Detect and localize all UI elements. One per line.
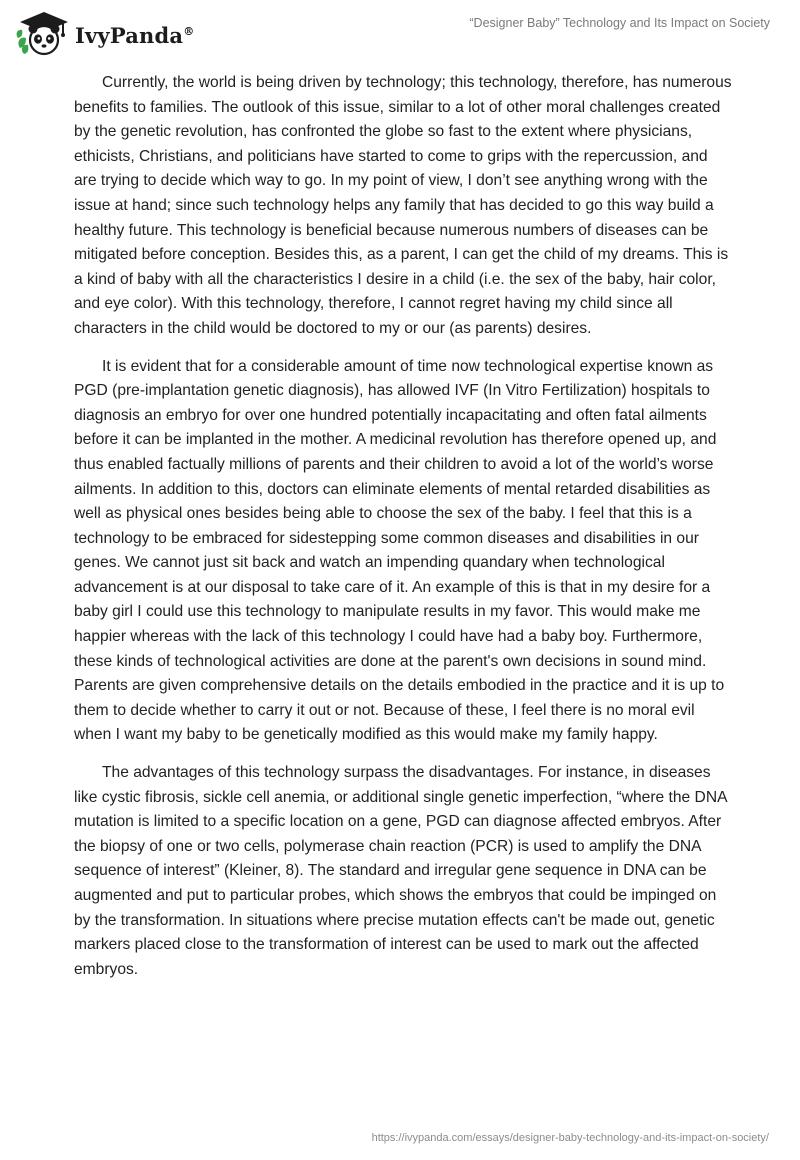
ivypanda-logo[interactable] — [14, 8, 194, 58]
logo-text: IvyPanda® — [75, 22, 195, 48]
paragraph-2: It is evident that for a considerable amount of time now technological expertise known as PGD (pre-implantation genetic diagnosis), has allowed IVF (In Vitro Fertilization) hospitals to diagnosis an embryo for over one hundred potentially incapacitating and often fatal ailments before it can be implanted in the mother. A medicinal revolution has therefore opened up, and thus enabled factually millions of parents and their children to avoid a lot of the world’s worse ailments. In addition to this, doctors can eliminate elements of mental retarded disabilities as well as physical ones besides being able to choose the sex of the baby. I feel that this is a technology to be embraced for sidestepping some common diseases and disabilities in our genes. We cannot just sit back and watch an impending quandary when technological advancement is at our disposal to take care of it. An example of this is that in my desire for a baby girl I could use this technology to manipulate results in my favor. This would make me happier whereas with the lack of this technology I could have had a baby boy. Furthermore, these kinds of technological activities are done at the parent's own decisions in sound mind. Parents are given comprehensive details on the details embodied in the practice and it is up to them to decide whether to carry it out or not. Because of these, I feel there is no moral evil when I want my baby to be genetically modified as this would make my family happy. — [74, 357, 725, 744]
page-header — [0, 0, 800, 70]
document-title: “Designer Baby” Technology and Its Impact on Society — [469, 16, 770, 30]
paragraph-1: Currently, the world is being driven by technology; this technology, therefore, has numerous benefits to families. The outlook of this issue, similar to a lot of other moral challenges created by the genetic revolution, has confronted the globe so fast to the extent where physicians, ethicists, Christians, and politicians have started to come to grips with the repercussion, and are trying to decide which way to go. In my point of view, I don’t see anything wrong with the issue at hand; since such technology helps any family that has decided to go this way build a healthy future. This technology is beneficial because numerous numbers of diseases can be mitigated before conception. Besides this, as a parent, I can get the child of my dreams. This is a kind of baby with all the characteristics I desire in a child (i.e. the sex of the baby, hair color, and eye color). With this technology, therefore, I cannot regret having my child since all characters in the child would be doctored to my or our (as parents) desires. — [74, 74, 732, 337]
essay-body — [74, 70, 734, 995]
paragraph-3: The advantages of this technology surpass the disadvantages. For instance, in diseases like cystic fibrosis, sickle cell anemia, or additional single genetic imperfection, “where the DNA mutation is limited to a specific location on a gene, PGD can diagnose affected embryos. After the biopsy of one or two cells, polymerase chain reaction (PCR) is used to amplify the DNA sequence of interest” (Kleiner, 8). The standard and irregular gene sequence in DNA can be augmented and put to particular probes, which shows the embryos that could be impinged on by the transformation. In situations where precise mutation effects can't be made out, genetic markers placed close to the transformation of interest can be used to mark out the affected embryos. — [74, 764, 727, 978]
panda-graduation-cap-icon — [14, 8, 72, 58]
registered-mark: ® — [183, 24, 195, 38]
source-url[interactable]: https://ivypanda.com/essays/designer-baby-technology-and-its-impact-on-society/ — [371, 1132, 769, 1144]
